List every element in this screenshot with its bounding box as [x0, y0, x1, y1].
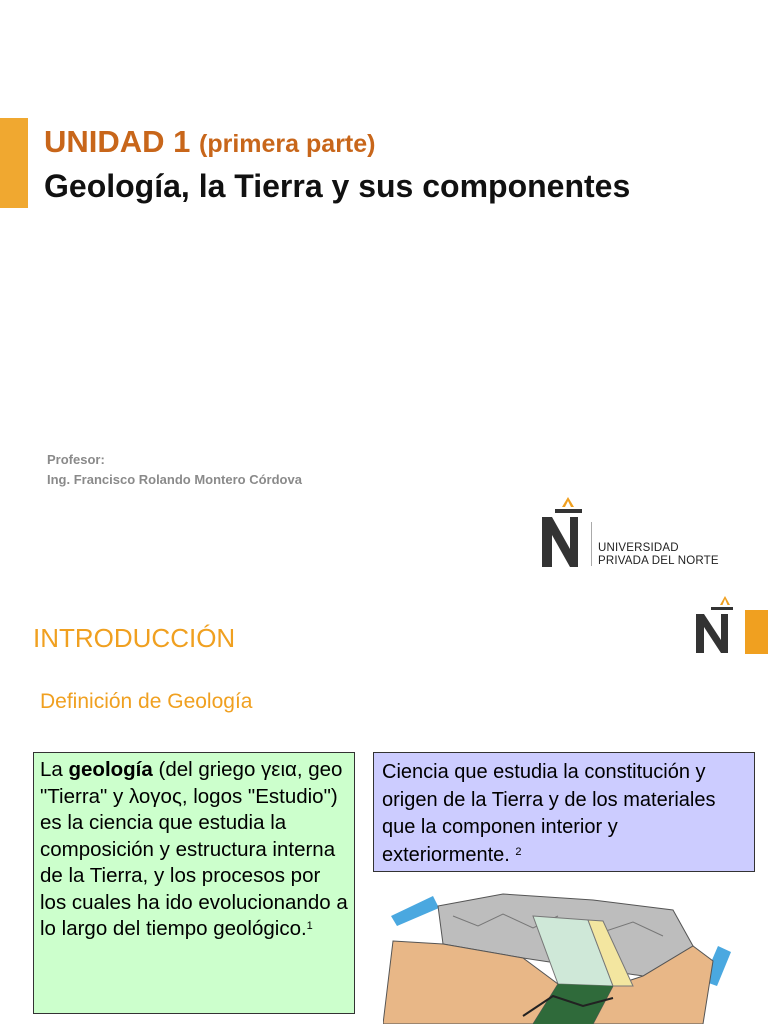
- unit-part-label: (primera parte): [199, 130, 376, 158]
- main-title: Geología, la Tierra y sus componentes: [44, 168, 631, 204]
- accent-bar-right: [745, 610, 768, 654]
- geology-block-diagram-icon: [383, 886, 768, 1024]
- definition2-text: Ciencia que estudia la constitución y origen de la Tierra y de los materiales que la componen interior y exteriormente.: [382, 761, 716, 866]
- definition-box-2: [373, 752, 755, 872]
- accent-bar: [0, 118, 28, 208]
- intro-heading: INTRODUCCIÓN: [33, 623, 236, 653]
- footnote-2: 2: [515, 845, 522, 858]
- definition-box-1: [33, 752, 355, 1014]
- unit-title: [44, 124, 375, 160]
- logo-divider: [591, 522, 592, 566]
- professor-label: Profesor:: [47, 452, 105, 467]
- university-name-line1: UNIVERSIDAD: [598, 542, 679, 554]
- professor-name: Ing. Francisco Rolando Montero Córdova: [47, 472, 302, 487]
- definition1-keyword: geología: [68, 758, 153, 781]
- unit-label: UNIDAD 1: [44, 124, 191, 159]
- university-logo-icon: [538, 497, 584, 569]
- footnote-1: 1: [306, 920, 313, 932]
- introduction-slide: [0, 596, 768, 1024]
- definition1-text: (del griego γεια, geo "Tierra" y λογος, logos "Estudio") es la ciencia que estudia la composición y estructura interna de la Tierra, y los procesos por los cuales ha ido evolucionando a lo largo del tiempo geológico.: [40, 758, 348, 940]
- definition1-prefix: La: [40, 758, 69, 781]
- intro-subheading: Definición de Geología: [40, 690, 253, 713]
- university-name-line2: PRIVADA DEL NORTE: [598, 555, 719, 567]
- university-logo-small-icon: [693, 596, 735, 654]
- university-name: [598, 542, 719, 568]
